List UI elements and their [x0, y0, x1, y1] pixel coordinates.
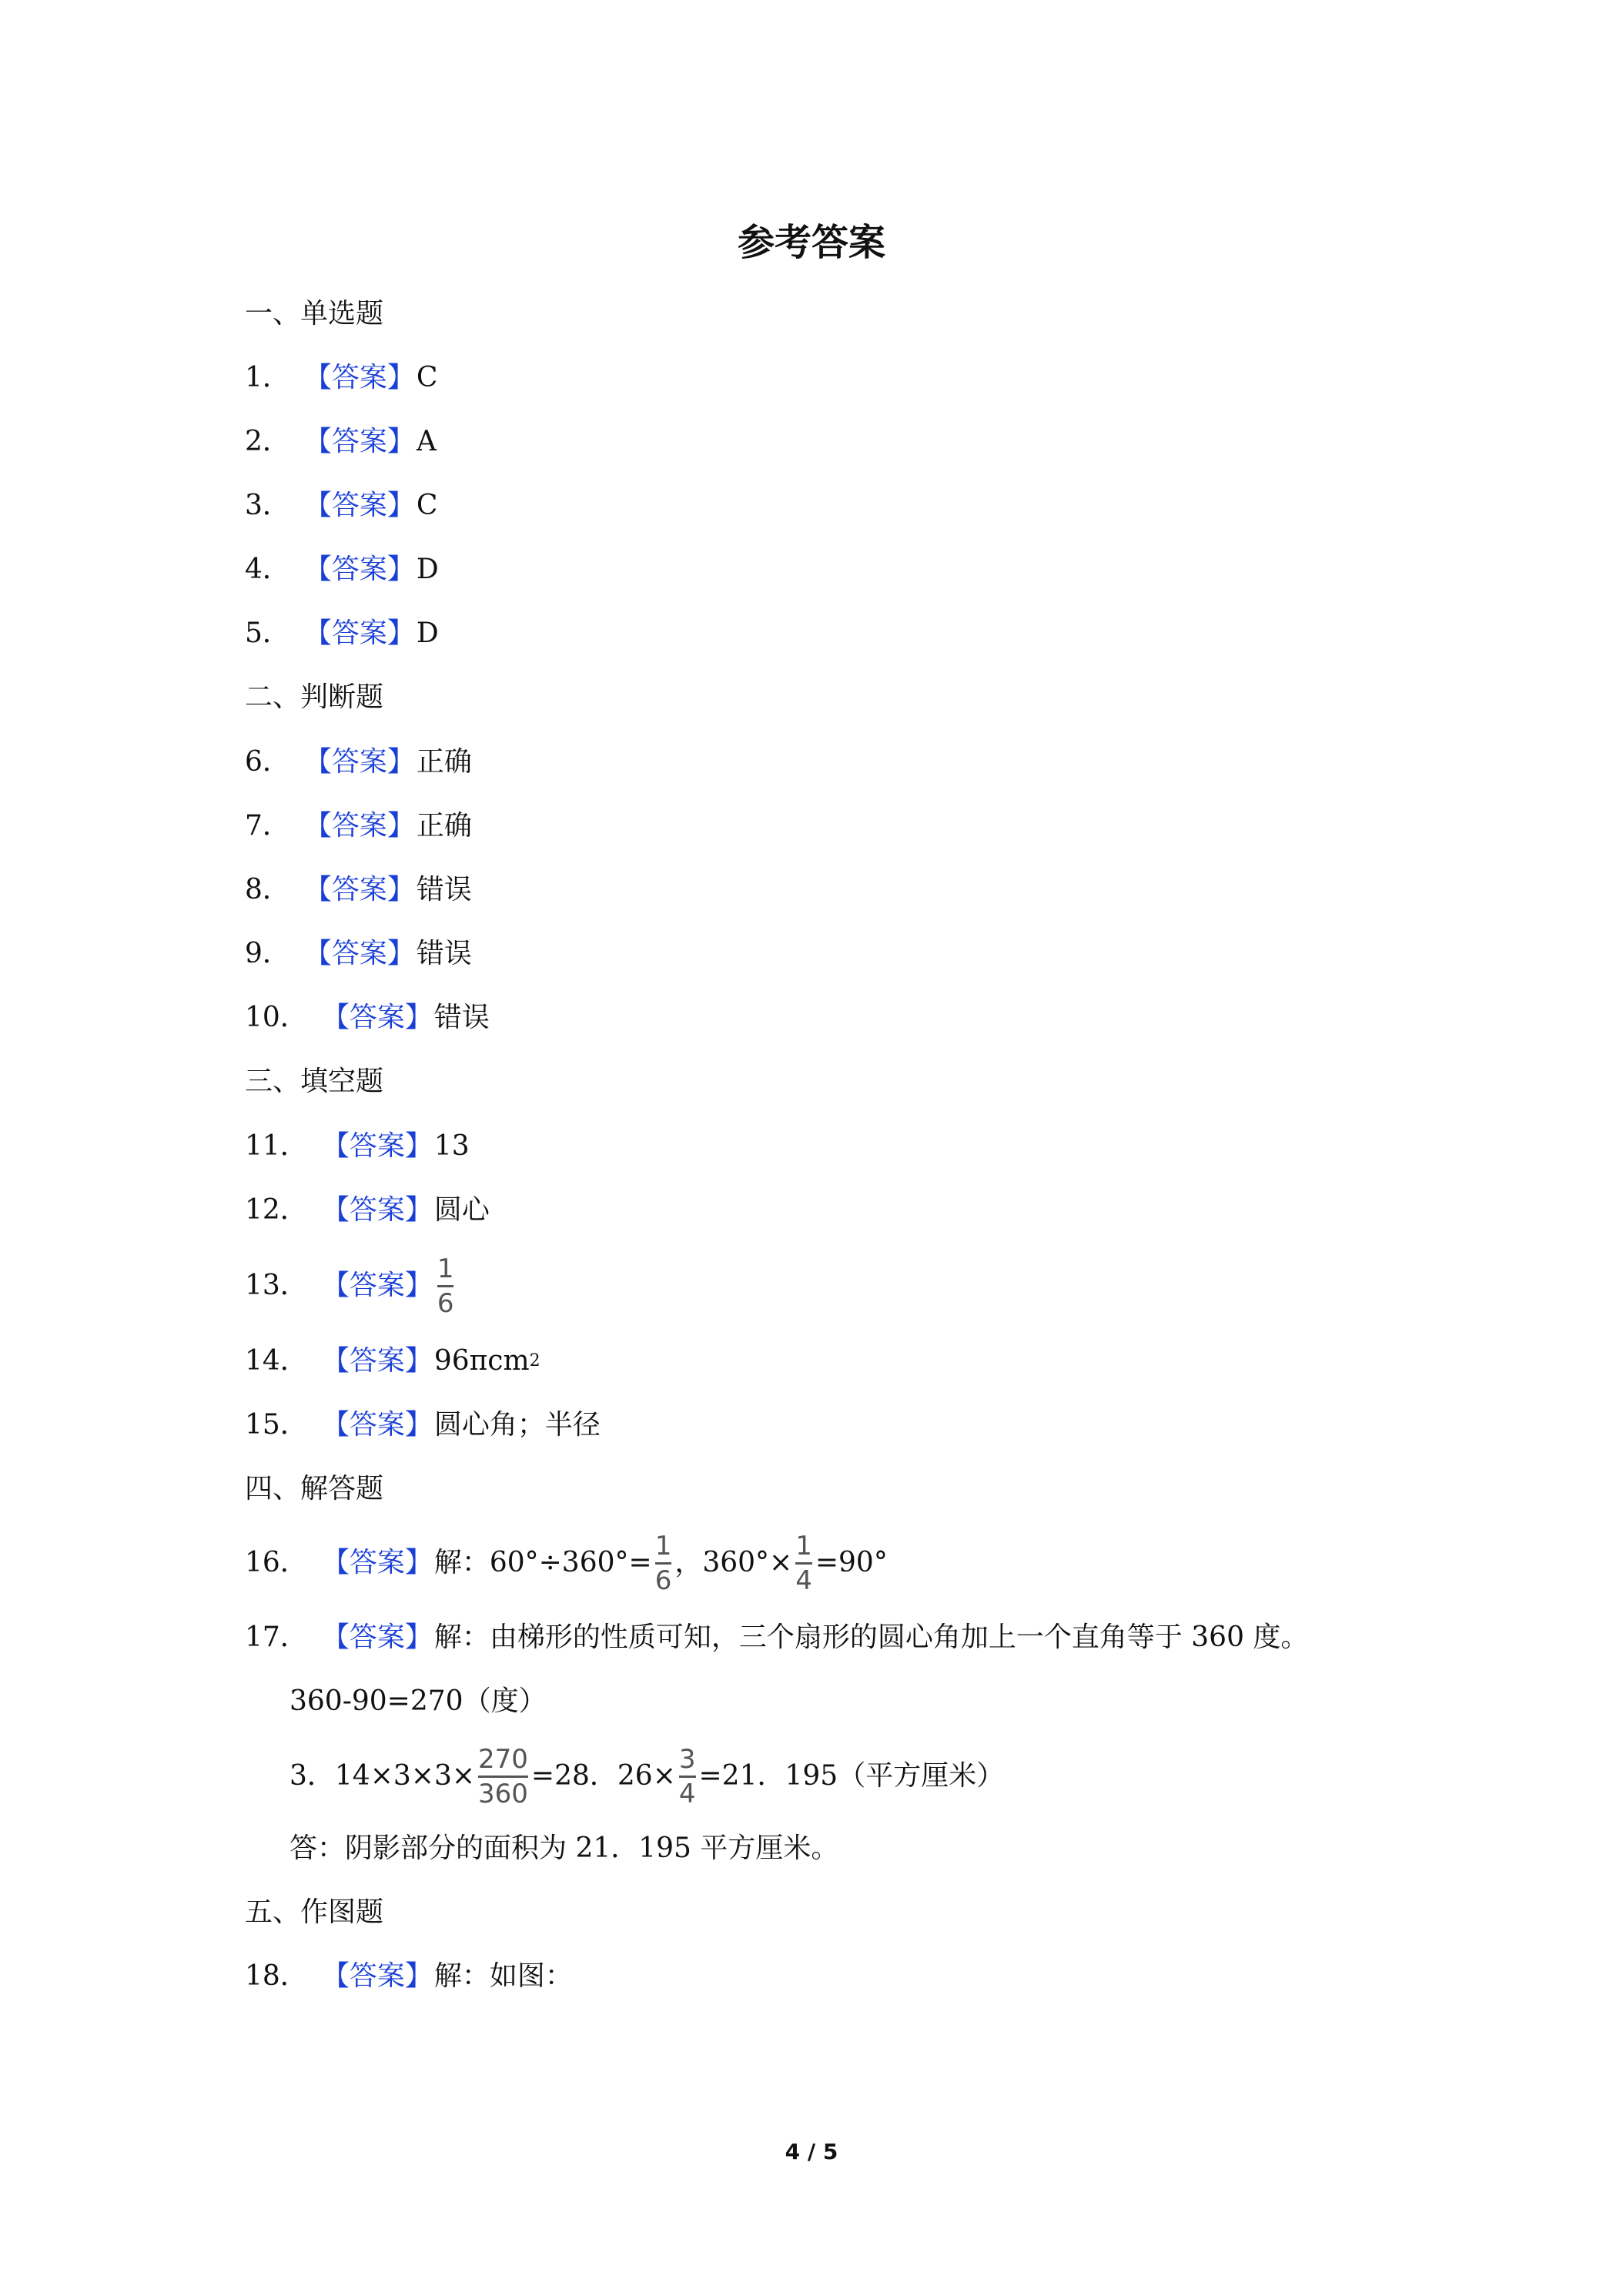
- item-number: 16．: [245, 1547, 308, 1578]
- answer-value: 错误: [416, 874, 472, 905]
- answer-value: 13: [433, 1130, 470, 1162]
- item-number: 2．: [245, 426, 290, 457]
- item-number: 3．: [245, 490, 290, 521]
- answer-value: C: [416, 362, 438, 393]
- answer-tag: 【答案】: [321, 1345, 433, 1377]
- answer-value: D: [416, 618, 439, 649]
- answer-row-14: 14． 【答案】 96πcm 2: [245, 1338, 540, 1384]
- answer-value: D: [416, 554, 439, 585]
- section-heading: 三、填空题: [245, 1066, 384, 1097]
- answer-tag: 【答案】: [321, 1002, 433, 1033]
- answer-tag: 【答案】: [321, 1547, 433, 1578]
- answer-text: 解：60°÷360°=: [433, 1547, 652, 1578]
- item-number: 4．: [245, 554, 290, 585]
- answer-value: 解：由梯形的性质可知，三个扇形的圆心角加上一个直角等于 360 度。: [433, 1622, 1309, 1653]
- section-heading: 五、作图题: [245, 1896, 384, 1928]
- item-number: 11．: [245, 1130, 308, 1162]
- answer-row-2: [245, 419, 437, 465]
- answer-row-15: [245, 1402, 601, 1448]
- answer-row-13: [245, 1251, 457, 1320]
- answer-row-11: [245, 1123, 470, 1170]
- item-number: 7．: [245, 810, 290, 842]
- answer-row-10: [245, 995, 490, 1041]
- item-number: 1．: [245, 362, 290, 393]
- answer-tag: 【答案】: [321, 1409, 433, 1441]
- answer-text: ，360°×: [674, 1547, 793, 1578]
- item-number: 17．: [245, 1622, 308, 1653]
- answer-tag: 【答案】: [303, 490, 415, 521]
- fraction: $\frac{270}{360}$: [478, 1743, 528, 1809]
- answer-tag: 【答案】: [303, 426, 415, 457]
- page-title: 参考答案: [737, 221, 885, 264]
- item-number: 14．: [245, 1345, 308, 1377]
- answer-value: 解：如图：: [433, 1960, 573, 1992]
- fraction-denominator: 6: [437, 1287, 454, 1319]
- answer-tag: 【答案】: [303, 554, 415, 585]
- solution-line: 3．14×3×3× $\frac{270}{360}$ =28．26× $\frac{3}{4}$ =21．195（平方厘米）: [289, 1743, 1005, 1809]
- answer-row-9: [245, 931, 472, 977]
- answer-tag: 【答案】: [303, 362, 415, 393]
- answer-row-3: [245, 483, 437, 529]
- answer-value: A: [416, 426, 437, 457]
- item-number: 9．: [245, 938, 290, 969]
- section-heading: 一、单选题: [245, 298, 384, 330]
- answer-text: =90°: [815, 1547, 888, 1578]
- answer-value: 错误: [433, 1002, 490, 1033]
- answer-tag: 【答案】: [321, 1960, 433, 1992]
- fraction: [437, 1254, 454, 1318]
- answer-row-18: [245, 1953, 573, 2000]
- item-number: 6．: [245, 746, 290, 778]
- solution-line: 360-90=270（度）: [289, 1685, 547, 1717]
- answer-tag: 【答案】: [321, 1622, 433, 1653]
- item-number: 10．: [245, 1002, 308, 1033]
- answer-tag: 【答案】: [321, 1194, 433, 1226]
- answer-value: 正确: [416, 810, 472, 842]
- item-number: 12．: [245, 1194, 308, 1226]
- answer-row-16: [245, 1528, 888, 1598]
- answer-row-6: [245, 739, 472, 785]
- answer-value: 圆心角；半径: [433, 1409, 601, 1441]
- item-number: 8．: [245, 874, 290, 905]
- answer-row-4: [245, 547, 439, 593]
- item-number: 15．: [245, 1409, 308, 1441]
- section-heading: 四、解答题: [245, 1473, 384, 1504]
- item-number: 13．: [245, 1270, 308, 1301]
- page-number: 4 / 5: [785, 2139, 838, 2164]
- answer-value: 96πcm: [433, 1345, 530, 1377]
- fraction: $\frac{1}{6}$: [654, 1530, 672, 1596]
- fraction-numerator: 1: [437, 1253, 454, 1284]
- answer-tag: 【答案】: [303, 746, 415, 778]
- answer-tag: 【答案】: [321, 1130, 433, 1162]
- fraction: $\frac{1}{4}$: [795, 1530, 812, 1596]
- item-number: 5．: [245, 618, 290, 649]
- answer-tag: 【答案】: [303, 874, 415, 905]
- answer-tag: 【答案】: [321, 1270, 433, 1301]
- solution-answer: 答：阴影部分的面积为 21．195 平方厘米。: [289, 1832, 839, 1864]
- answer-row-17: [245, 1615, 1308, 1661]
- answer-row-12: [245, 1187, 490, 1233]
- item-number: 18．: [245, 1960, 308, 1992]
- answer-row-8: [245, 867, 472, 913]
- answer-row-5: [245, 611, 439, 657]
- answer-value: 正确: [416, 746, 472, 778]
- fraction: $\frac{3}{4}$: [678, 1743, 696, 1809]
- answer-value: C: [416, 490, 438, 521]
- answer-value: 错误: [416, 938, 472, 969]
- answer-tag: 【答案】: [303, 938, 415, 969]
- section-heading: 二、判断题: [245, 681, 384, 713]
- answer-tag: 【答案】: [303, 618, 415, 649]
- answer-value: 圆心: [433, 1194, 490, 1226]
- answer-row-7: [245, 803, 472, 849]
- answer-tag: 【答案】: [303, 810, 415, 842]
- answer-row-1: [245, 355, 437, 401]
